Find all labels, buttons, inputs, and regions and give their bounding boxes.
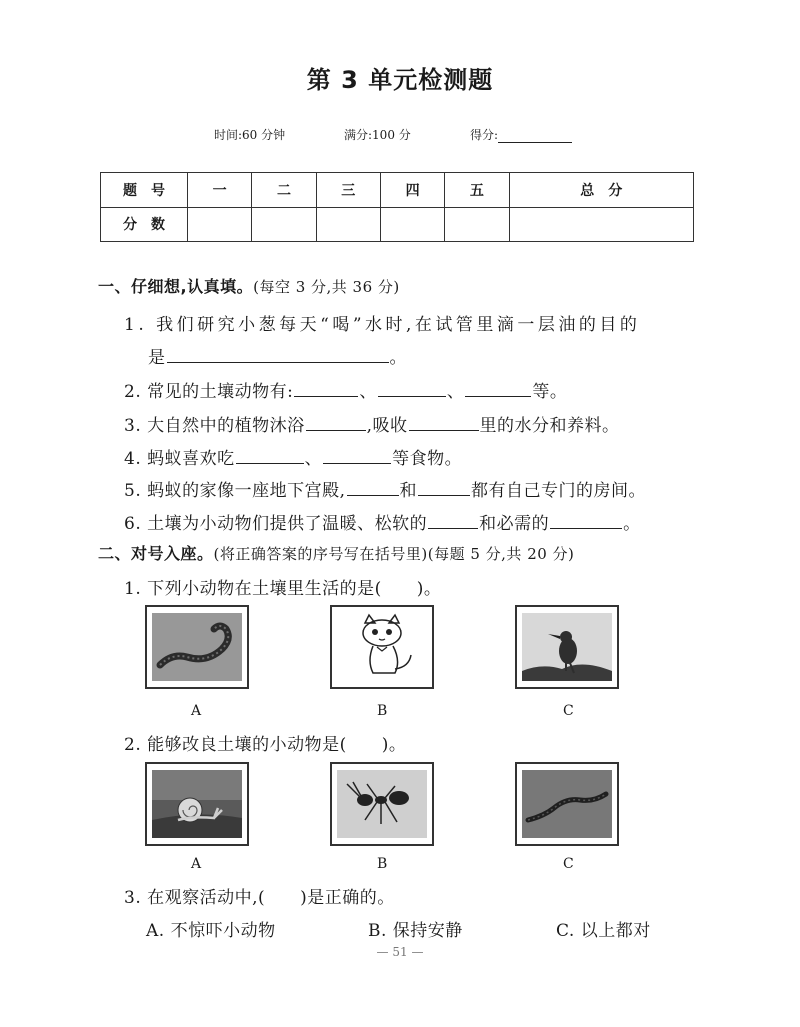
q3-blank-2[interactable] [409,416,479,431]
score-row-label: 分 数 [101,207,188,242]
q3-text-2: ,吸收 [366,416,408,436]
q5-and: 和 [399,481,418,501]
q2-blank-3[interactable] [465,382,531,397]
q3-text: 3. 大自然中的植物沐浴 [124,416,305,436]
score-cell[interactable] [252,207,316,242]
q1-end: 。 [389,348,407,368]
q2-sep: 、 [359,382,377,402]
section2-note: (将正确答案的序号写在括号里)(每题 5 分,共 20 分) [213,545,575,563]
kingfisher-photo-icon [522,613,612,681]
ant-photo-icon [337,770,427,838]
header-cell: 四 [380,173,444,208]
score-cell[interactable] [509,207,693,242]
option-image-ant[interactable] [330,762,434,846]
option-image-snail[interactable] [145,762,249,846]
section2-heading-line [98,541,574,564]
question-5 [124,476,646,501]
q5-text: 5. 蚂蚁的家像一座地下宫殿, [124,481,346,501]
question-4 [124,444,462,469]
question-6 [124,509,641,534]
header-cell: 二 [252,173,316,208]
page-title: 第 3 单元检测题 [306,66,494,94]
millipede-photo-icon [152,613,242,681]
q4-text: 4. 蚂蚁喜欢吃 [124,449,235,469]
q6-end: 。 [623,514,641,534]
q2-text: 2. 常见的土壤动物有: [124,382,294,402]
q2-blank-1[interactable] [294,382,358,397]
q1-blank[interactable] [167,348,389,363]
q6-blank-2[interactable] [550,514,622,529]
header-cell: 总 分 [509,173,693,208]
q2-blank-2[interactable] [378,382,446,397]
section1-note: (每空 3 分,共 36 分) [253,278,400,296]
question-1-line-1: 1. 我们研究小葱每天“喝”水时,在试管里滴一层油的目的 [124,315,641,335]
question-1-line-2 [148,343,407,368]
header-cell: 三 [316,173,380,208]
q4-sep: 、 [304,449,323,469]
option-image-kingfisher[interactable] [515,605,619,689]
mc-question-3: 3. 在观察活动中,( )是正确的。 [124,888,395,908]
q4-blank-2[interactable] [323,449,391,464]
q2-sep: 、 [446,382,465,402]
mc-question-1: 1. 下列小动物在土壤里生活的是( )。 [124,579,442,599]
question-3 [124,411,620,436]
score-cell[interactable] [316,207,380,242]
q6-blank-1[interactable] [428,514,478,529]
q3-option-a[interactable]: A. 不惊吓小动物 [146,921,276,941]
q3-option-c[interactable]: C. 以上都对 [556,921,651,941]
option-image-cat[interactable] [330,605,434,689]
q2-end: 等。 [532,382,568,402]
q3-blank-1[interactable] [306,416,366,431]
q3-end: 里的水分和养料。 [479,416,620,436]
q4-blank-1[interactable] [236,449,304,464]
section2-heading: 二、对号入座。 [98,544,214,563]
q5-end: 都有自己专门的房间。 [471,481,647,501]
question-2 [124,377,567,402]
header-cell: 题 号 [101,173,188,208]
full-score: 满分:100 分 [344,128,411,142]
score-label: 得分: [470,128,499,142]
q3-option-b[interactable]: B. 保持安静 [368,921,463,941]
option-letter: B [377,856,388,872]
snail-photo-icon [152,770,242,838]
score-cell[interactable] [445,207,509,242]
section1-heading: 一、仔细想,认真填。 [98,277,254,296]
score-blank[interactable] [498,128,572,143]
score-table-score-row [101,207,694,242]
section1-heading-line [98,274,400,297]
q1-text: 是 [148,348,166,368]
option-image-earthworm[interactable] [515,762,619,846]
score-table [100,172,694,242]
option-letter: C [563,856,574,872]
time-limit: 时间:60 分钟 [214,128,286,142]
q4-end: 等食物。 [392,449,463,469]
score-field [470,126,572,143]
score-cell[interactable] [188,207,252,242]
header-cell: 一 [188,173,252,208]
earthworm-photo-icon [522,770,612,838]
mc-question-2: 2. 能够改良土壤的小动物是( )。 [124,735,407,755]
option-letter: A [191,856,202,872]
option-letter: A [191,703,202,719]
page-number: — 51 — [376,945,424,959]
score-table-header-row [101,173,694,208]
option-letter: C [563,703,574,719]
header-cell: 五 [445,173,509,208]
option-image-millipede[interactable] [145,605,249,689]
q5-blank-2[interactable] [418,481,470,496]
option-letter: B [377,703,388,719]
score-cell[interactable] [380,207,444,242]
q6-text-2: 和必需的 [479,514,550,534]
q6-text: 6. 土壤为小动物们提供了温暖、松软的 [124,514,428,534]
q5-blank-1[interactable] [347,481,399,496]
cat-drawing-icon [337,613,427,681]
